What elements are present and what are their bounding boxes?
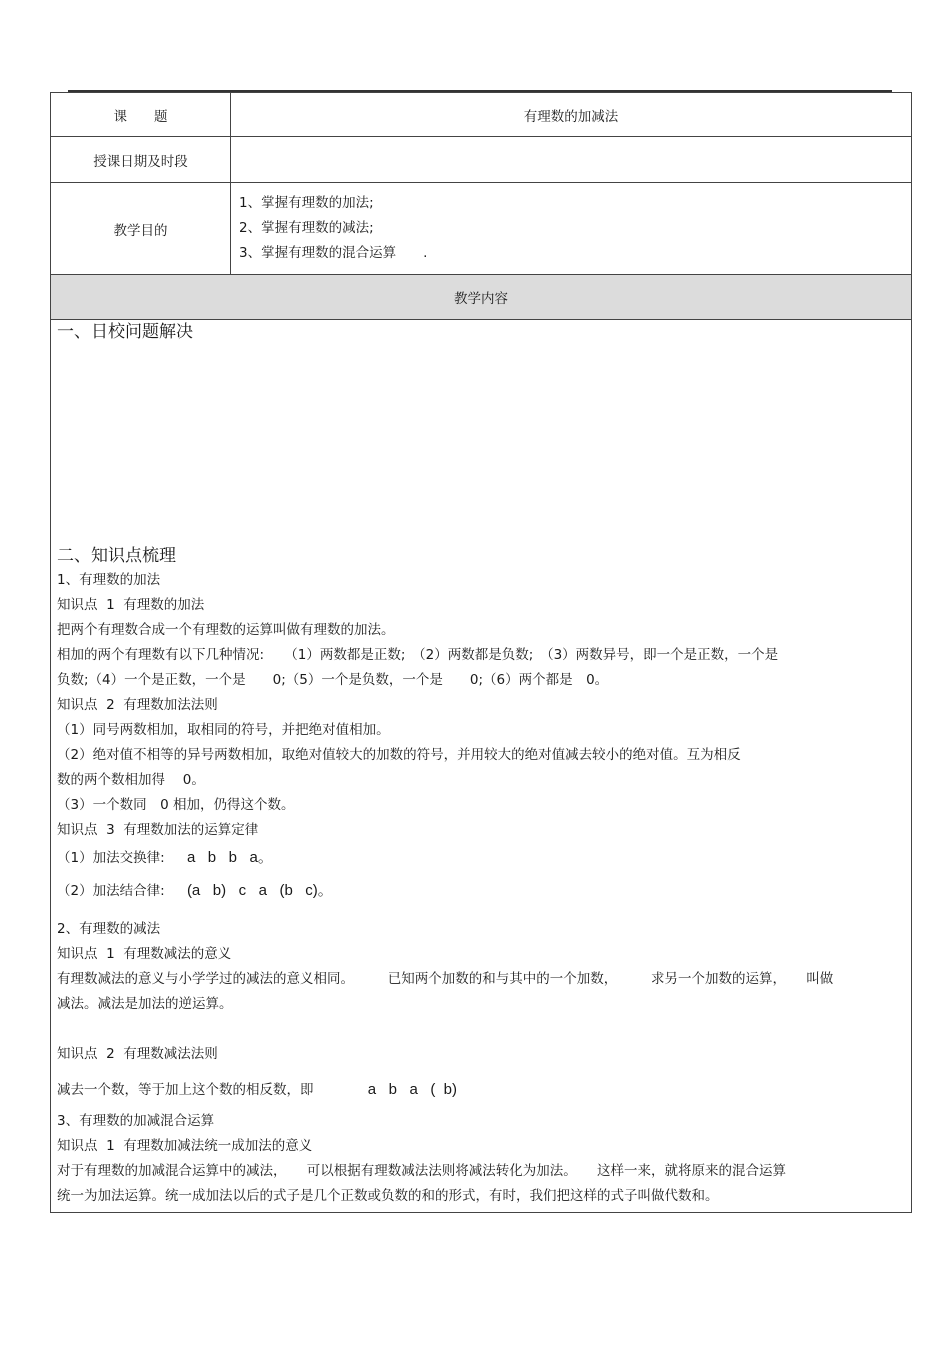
subtraction-formula: a b a ( b) <box>367 1081 457 1098</box>
associative-label: （2）加法结合律: <box>57 883 165 899</box>
addition-title: 1、有理数的加法 <box>57 572 161 588</box>
subtraction-title: 2、有理数的减法 <box>57 921 161 937</box>
blank-area <box>57 344 905 544</box>
subtraction-k1-para1: 有理数减法的意义与小学学过的减法的意义相同。 已知两个加数的和与其中的一个加数， 求另一个加数的运算， 叫做 <box>57 971 834 987</box>
subtraction-k1-heading: 知识点 1 有理数减法的意义 <box>57 946 232 962</box>
subtraction-k2-heading: 知识点 2 有理数减法法则 <box>57 1046 218 1062</box>
goal-row <box>51 183 912 275</box>
commutative-formula: a b b a。 <box>186 849 273 866</box>
goal-label: 教学目的 <box>51 183 231 275</box>
addition-rule-2a: （2）绝对值不相等的异号两数相加，取绝对值较大的加数的符号，并用较大的绝对值减去较小的绝对值。互为相反 <box>57 747 741 763</box>
content-cell <box>51 320 912 1213</box>
commutative-law <box>57 843 905 873</box>
addition-k3-heading: 知识点 3 有理数加法的运算定律 <box>57 822 259 838</box>
content-heading: 教学内容 <box>51 275 912 320</box>
subtraction-k1-para2: 减法。减法是加法的逆运算。 <box>57 996 233 1012</box>
addition-k1-para1: 把两个有理数合成一个有理数的运算叫做有理数的加法。 <box>57 622 395 638</box>
subtraction-rule-label: 减去一个数，等于加上这个数的相反数，即 <box>57 1082 314 1098</box>
addition-rule-1: （1）同号两数相加，取相同的符号，并把绝对值相加。 <box>57 722 390 738</box>
date-label: 授课日期及时段 <box>51 137 231 183</box>
section-2-title: 二、知识点梳理 <box>57 546 176 566</box>
content-heading-row <box>51 275 912 320</box>
date-value <box>231 137 912 183</box>
addition-k2-heading: 知识点 2 有理数加法法则 <box>57 697 218 713</box>
addition-k1-para2a: 相加的两个有理数有以下几种情况: （1）两数都是正数; （2）两数都是负数; （3）两数异号，即一个是正数，一个是 <box>57 647 779 663</box>
mixed-title: 3、有理数的加减混合运算 <box>57 1113 215 1129</box>
topic-row <box>51 93 912 137</box>
addition-k1-para2b: 负数;（4）一个是正数，一个是 0;（5）一个是负数，一个是 0;（6）两个都是 0。 <box>57 672 609 688</box>
associative-formula: (a b) c a (b c)。 <box>186 882 333 899</box>
lesson-plan-table <box>50 92 912 1213</box>
addition-rule-3: （3）一个数同 0 相加，仍得这个数。 <box>57 797 295 813</box>
mixed-k1-para1: 对于有理数的加减混合运算中的减法， 可以根据有理数减法法则将减法转化为加法。 这样一来，就将原来的混合运算 <box>57 1163 786 1179</box>
subtraction-rule <box>57 1071 905 1109</box>
section-1-title: 一、日校问题解决 <box>57 322 193 342</box>
topic-value: 有理数的加减法 <box>231 93 912 137</box>
date-row <box>51 137 912 183</box>
goal-item: 1、掌握有理数的加法; <box>239 195 374 211</box>
goal-list <box>231 183 912 275</box>
content-row <box>51 320 912 1213</box>
commutative-label: （1）加法交换律: <box>57 850 165 866</box>
addition-rule-2b: 数的两个数相加得 0。 <box>57 772 205 788</box>
goal-item: 3、掌握有理数的混合运算 . <box>239 245 428 261</box>
mixed-k1-para2: 统一为加法运算。统一成加法以后的式子是几个正数或负数的和的形式，有时，我们把这样的式子叫做代数和。 <box>57 1188 719 1204</box>
associative-law <box>57 873 905 909</box>
mixed-k1-heading: 知识点 1 有理数加减法统一成加法的意义 <box>57 1138 313 1154</box>
goal-item: 2、掌握有理数的减法; <box>239 220 374 236</box>
topic-label: 课 题 <box>51 93 231 137</box>
addition-k1-heading: 知识点 1 有理数的加法 <box>57 597 205 613</box>
